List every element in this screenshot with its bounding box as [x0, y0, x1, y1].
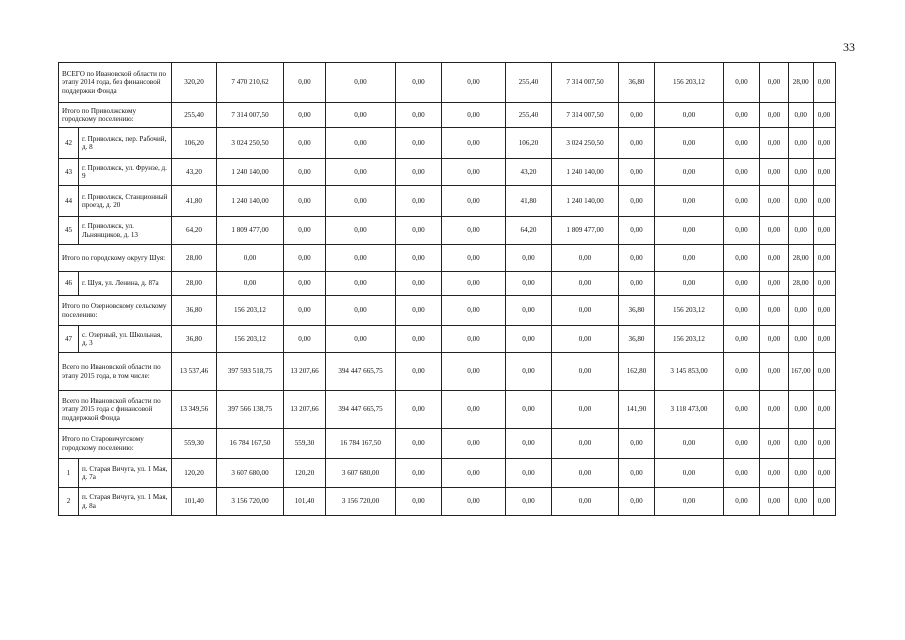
- value-cell: 7 314 007,50: [552, 103, 619, 128]
- value-cell: 0,00: [655, 128, 724, 159]
- value-cell: 13 207,66: [284, 353, 326, 391]
- row-number: 2: [59, 488, 79, 516]
- value-cell: 7 314 007,50: [217, 103, 284, 128]
- value-cell: 0,00: [396, 353, 442, 391]
- value-cell: 0,00: [506, 296, 552, 326]
- value-cell: 0,00: [396, 186, 442, 217]
- value-cell: 0,00: [813, 296, 835, 326]
- value-cell: 13 207,66: [284, 391, 326, 429]
- value-cell: 0,00: [760, 245, 789, 272]
- value-cell: 0,00: [442, 459, 506, 488]
- value-cell: 0,00: [396, 326, 442, 353]
- address-cell: г. Приволжск, Станционный проезд, д. 20: [79, 186, 172, 217]
- value-cell: 0,00: [655, 459, 724, 488]
- value-cell: 120,20: [284, 459, 326, 488]
- value-cell: 0,00: [552, 245, 619, 272]
- value-cell: 0,00: [760, 272, 789, 296]
- value-cell: 0,00: [813, 488, 835, 516]
- value-cell: 0,00: [724, 488, 760, 516]
- value-cell: 0,00: [655, 159, 724, 186]
- value-cell: 156 203,12: [217, 326, 284, 353]
- value-cell: 0,00: [724, 63, 760, 103]
- value-cell: 0,00: [284, 186, 326, 217]
- value-cell: 255,40: [506, 63, 552, 103]
- value-cell: 0,00: [552, 296, 619, 326]
- address-cell: г. Приволжск, ул. Льнянщиков, д. 13: [79, 217, 172, 245]
- value-cell: 0,00: [326, 103, 396, 128]
- value-cell: 0,00: [813, 272, 835, 296]
- address-cell: п. Старая Вичуга, ул. 1 Мая, д. 7а: [79, 459, 172, 488]
- value-cell: 0,00: [326, 186, 396, 217]
- value-cell: 156 203,12: [655, 296, 724, 326]
- value-cell: 0,00: [619, 488, 655, 516]
- value-cell: 36,80: [619, 63, 655, 103]
- total-row: [59, 296, 836, 326]
- value-cell: 0,00: [396, 159, 442, 186]
- value-cell: 0,00: [619, 217, 655, 245]
- value-cell: 0,00: [284, 217, 326, 245]
- row-label: Итого по городскому округу Шуя:: [59, 245, 172, 272]
- value-cell: 0,00: [284, 63, 326, 103]
- value-cell: 0,00: [619, 128, 655, 159]
- value-cell: 0,00: [724, 326, 760, 353]
- value-cell: 394 447 665,75: [326, 391, 396, 429]
- value-cell: 16 784 167,50: [326, 429, 396, 459]
- value-cell: 0,00: [217, 245, 284, 272]
- value-cell: 0,00: [396, 429, 442, 459]
- value-cell: 0,00: [396, 272, 442, 296]
- value-cell: 0,00: [619, 459, 655, 488]
- value-cell: 255,40: [172, 103, 217, 128]
- value-cell: 0,00: [760, 391, 789, 429]
- value-cell: 0,00: [760, 159, 789, 186]
- value-cell: 0,00: [789, 459, 814, 488]
- value-cell: 3 156 720,00: [326, 488, 396, 516]
- total-row: [59, 103, 836, 128]
- value-cell: 0,00: [396, 488, 442, 516]
- value-cell: 0,00: [326, 245, 396, 272]
- value-cell: 0,00: [396, 296, 442, 326]
- value-cell: 0,00: [396, 217, 442, 245]
- value-cell: 0,00: [506, 391, 552, 429]
- value-cell: 0,00: [760, 459, 789, 488]
- value-cell: 0,00: [813, 429, 835, 459]
- address-cell: п. Старая Вичуга, ул. 1 Мая, д. 8а: [79, 488, 172, 516]
- value-cell: 0,00: [655, 245, 724, 272]
- value-cell: 0,00: [506, 326, 552, 353]
- value-cell: 41,80: [172, 186, 217, 217]
- value-cell: 0,00: [813, 159, 835, 186]
- value-cell: 3 024 250,50: [217, 128, 284, 159]
- value-cell: 0,00: [284, 272, 326, 296]
- value-cell: 106,20: [172, 128, 217, 159]
- row-label: Всего по Ивановской области по этапу 2015 года с финансовой поддержкой Фонда: [59, 391, 172, 429]
- value-cell: 0,00: [760, 103, 789, 128]
- value-cell: 120,20: [172, 459, 217, 488]
- total-row: [59, 429, 836, 459]
- value-cell: 320,20: [172, 63, 217, 103]
- table-row: [59, 186, 836, 217]
- value-cell: 0,00: [284, 159, 326, 186]
- value-cell: 397 593 518,75: [217, 353, 284, 391]
- value-cell: 0,00: [724, 272, 760, 296]
- value-cell: 0,00: [284, 326, 326, 353]
- value-cell: 0,00: [760, 217, 789, 245]
- value-cell: 0,00: [724, 128, 760, 159]
- value-cell: 0,00: [326, 296, 396, 326]
- value-cell: 3 607 680,00: [217, 459, 284, 488]
- value-cell: 0,00: [813, 63, 835, 103]
- value-cell: 0,00: [724, 186, 760, 217]
- value-cell: 141,90: [619, 391, 655, 429]
- table-row: [59, 326, 836, 353]
- row-label: Всего по Ивановской области по этапу 2015 года, в том числе:: [59, 353, 172, 391]
- total-row: [59, 63, 836, 103]
- value-cell: 0,00: [284, 103, 326, 128]
- value-cell: 3 118 473,00: [655, 391, 724, 429]
- total-row: [59, 245, 836, 272]
- total-row: [59, 353, 836, 391]
- value-cell: 0,00: [396, 459, 442, 488]
- value-cell: 0,00: [813, 186, 835, 217]
- value-cell: 156 203,12: [655, 326, 724, 353]
- value-cell: 0,00: [442, 186, 506, 217]
- value-cell: 559,30: [172, 429, 217, 459]
- value-cell: 0,00: [396, 128, 442, 159]
- value-cell: 0,00: [813, 245, 835, 272]
- value-cell: 0,00: [655, 217, 724, 245]
- row-label: Итого по Старовичугскому городскому поселению:: [59, 429, 172, 459]
- value-cell: 3 607 680,00: [326, 459, 396, 488]
- value-cell: 28,00: [789, 272, 814, 296]
- value-cell: 0,00: [789, 429, 814, 459]
- row-number: 44: [59, 186, 79, 217]
- value-cell: 0,00: [813, 459, 835, 488]
- value-cell: 0,00: [552, 272, 619, 296]
- value-cell: 0,00: [442, 488, 506, 516]
- table-row: [59, 459, 836, 488]
- value-cell: 36,80: [172, 326, 217, 353]
- value-cell: 43,20: [172, 159, 217, 186]
- value-cell: 255,40: [506, 103, 552, 128]
- table-row: [59, 272, 836, 296]
- value-cell: 0,00: [655, 103, 724, 128]
- value-cell: 0,00: [619, 245, 655, 272]
- value-cell: 394 447 665,75: [326, 353, 396, 391]
- value-cell: 0,00: [396, 245, 442, 272]
- value-cell: 0,00: [724, 353, 760, 391]
- value-cell: 0,00: [724, 296, 760, 326]
- value-cell: 64,20: [172, 217, 217, 245]
- value-cell: 0,00: [506, 429, 552, 459]
- value-cell: 0,00: [724, 459, 760, 488]
- value-cell: 0,00: [506, 272, 552, 296]
- value-cell: 0,00: [789, 488, 814, 516]
- value-cell: 0,00: [326, 159, 396, 186]
- value-cell: 0,00: [442, 245, 506, 272]
- value-cell: 41,80: [506, 186, 552, 217]
- value-cell: 0,00: [442, 63, 506, 103]
- value-cell: 0,00: [506, 459, 552, 488]
- value-cell: 1 240 140,00: [552, 159, 619, 186]
- value-cell: 0,00: [724, 159, 760, 186]
- value-cell: 397 566 138,75: [217, 391, 284, 429]
- value-cell: 0,00: [813, 353, 835, 391]
- value-cell: 0,00: [442, 128, 506, 159]
- value-cell: 0,00: [326, 326, 396, 353]
- page-number: 33: [843, 40, 855, 54]
- value-cell: 0,00: [442, 103, 506, 128]
- value-cell: 13 349,56: [172, 391, 217, 429]
- table-row: [59, 128, 836, 159]
- value-cell: 0,00: [326, 128, 396, 159]
- row-number: 47: [59, 326, 79, 353]
- value-cell: 0,00: [724, 245, 760, 272]
- value-cell: 1 809 477,00: [217, 217, 284, 245]
- value-cell: 0,00: [655, 488, 724, 516]
- value-cell: 0,00: [789, 159, 814, 186]
- value-cell: 0,00: [326, 272, 396, 296]
- value-cell: 0,00: [506, 488, 552, 516]
- value-cell: 0,00: [217, 272, 284, 296]
- table-row: [59, 217, 836, 245]
- row-label: Итого по Приволжскому городскому поселению:: [59, 103, 172, 128]
- address-cell: г. Приволжск, ул. Фрунзе, д. 9: [79, 159, 172, 186]
- row-number: 42: [59, 128, 79, 159]
- value-cell: 156 203,12: [655, 63, 724, 103]
- total-row: [59, 391, 836, 429]
- value-cell: 1 240 140,00: [217, 186, 284, 217]
- value-cell: 1 240 140,00: [552, 186, 619, 217]
- value-cell: 28,00: [172, 245, 217, 272]
- value-cell: 0,00: [506, 245, 552, 272]
- value-cell: 0,00: [619, 103, 655, 128]
- value-cell: 0,00: [724, 103, 760, 128]
- value-cell: 36,80: [619, 326, 655, 353]
- value-cell: 0,00: [442, 353, 506, 391]
- housing-program-table: [58, 62, 836, 516]
- value-cell: 0,00: [760, 429, 789, 459]
- value-cell: 1 809 477,00: [552, 217, 619, 245]
- value-cell: 101,40: [172, 488, 217, 516]
- value-cell: 3 156 720,00: [217, 488, 284, 516]
- value-cell: 0,00: [619, 159, 655, 186]
- value-cell: 0,00: [655, 429, 724, 459]
- value-cell: 0,00: [552, 429, 619, 459]
- value-cell: 0,00: [552, 326, 619, 353]
- value-cell: 0,00: [396, 103, 442, 128]
- value-cell: 0,00: [326, 63, 396, 103]
- value-cell: 0,00: [442, 272, 506, 296]
- value-cell: 559,30: [284, 429, 326, 459]
- address-cell: г. Приволжск, пер. Рабочий, д. 8: [79, 128, 172, 159]
- value-cell: 28,00: [789, 245, 814, 272]
- value-cell: 0,00: [724, 391, 760, 429]
- value-cell: 64,20: [506, 217, 552, 245]
- value-cell: 0,00: [724, 429, 760, 459]
- value-cell: 7 470 210,62: [217, 63, 284, 103]
- value-cell: 28,00: [172, 272, 217, 296]
- table-body: [59, 63, 836, 516]
- value-cell: 0,00: [506, 353, 552, 391]
- value-cell: 0,00: [619, 186, 655, 217]
- value-cell: 0,00: [619, 272, 655, 296]
- table-row: [59, 488, 836, 516]
- value-cell: 7 314 007,50: [552, 63, 619, 103]
- value-cell: 0,00: [760, 63, 789, 103]
- value-cell: 0,00: [284, 245, 326, 272]
- value-cell: 13 537,46: [172, 353, 217, 391]
- value-cell: 3 024 250,50: [552, 128, 619, 159]
- value-cell: 0,00: [789, 128, 814, 159]
- row-label: ВСЕГО по Ивановской области по этапу 2014 года, без финансовой поддержки Фонда: [59, 63, 172, 103]
- value-cell: 106,20: [506, 128, 552, 159]
- value-cell: 0,00: [813, 217, 835, 245]
- value-cell: 0,00: [655, 186, 724, 217]
- value-cell: 162,80: [619, 353, 655, 391]
- value-cell: 0,00: [442, 429, 506, 459]
- value-cell: 0,00: [789, 391, 814, 429]
- value-cell: 101,40: [284, 488, 326, 516]
- value-cell: 0,00: [724, 217, 760, 245]
- row-number: 46: [59, 272, 79, 296]
- value-cell: 167,00: [789, 353, 814, 391]
- value-cell: 36,80: [172, 296, 217, 326]
- value-cell: 0,00: [442, 159, 506, 186]
- value-cell: 0,00: [760, 186, 789, 217]
- value-cell: 0,00: [442, 296, 506, 326]
- value-cell: 0,00: [760, 296, 789, 326]
- value-cell: 0,00: [552, 488, 619, 516]
- value-cell: 0,00: [813, 128, 835, 159]
- value-cell: 16 784 167,50: [217, 429, 284, 459]
- value-cell: 156 203,12: [217, 296, 284, 326]
- value-cell: 0,00: [789, 186, 814, 217]
- row-number: 43: [59, 159, 79, 186]
- value-cell: 36,80: [619, 296, 655, 326]
- value-cell: 0,00: [813, 103, 835, 128]
- value-cell: 0,00: [760, 488, 789, 516]
- value-cell: 0,00: [552, 391, 619, 429]
- value-cell: 0,00: [284, 296, 326, 326]
- value-cell: 0,00: [442, 391, 506, 429]
- value-cell: 0,00: [619, 429, 655, 459]
- value-cell: 28,00: [789, 63, 814, 103]
- value-cell: 0,00: [396, 63, 442, 103]
- value-cell: 0,00: [760, 128, 789, 159]
- value-cell: 43,20: [506, 159, 552, 186]
- value-cell: 0,00: [789, 296, 814, 326]
- value-cell: 0,00: [655, 272, 724, 296]
- row-number: 1: [59, 459, 79, 488]
- value-cell: 0,00: [552, 353, 619, 391]
- address-cell: с. Озерный, ул. Школьная, д. 3: [79, 326, 172, 353]
- value-cell: 0,00: [326, 217, 396, 245]
- value-cell: 0,00: [284, 128, 326, 159]
- table-row: [59, 159, 836, 186]
- row-label: Итого по Озерновскому сельскому поселению:: [59, 296, 172, 326]
- value-cell: 1 240 140,00: [217, 159, 284, 186]
- value-cell: 0,00: [760, 326, 789, 353]
- value-cell: 0,00: [442, 326, 506, 353]
- value-cell: 0,00: [760, 353, 789, 391]
- value-cell: 0,00: [813, 326, 835, 353]
- value-cell: 0,00: [789, 103, 814, 128]
- value-cell: 0,00: [789, 217, 814, 245]
- value-cell: 3 145 853,00: [655, 353, 724, 391]
- value-cell: 0,00: [552, 459, 619, 488]
- value-cell: 0,00: [442, 217, 506, 245]
- value-cell: 0,00: [813, 391, 835, 429]
- value-cell: 0,00: [789, 326, 814, 353]
- value-cell: 0,00: [396, 391, 442, 429]
- address-cell: г. Шуя, ул. Ленина, д. 87а: [79, 272, 172, 296]
- row-number: 45: [59, 217, 79, 245]
